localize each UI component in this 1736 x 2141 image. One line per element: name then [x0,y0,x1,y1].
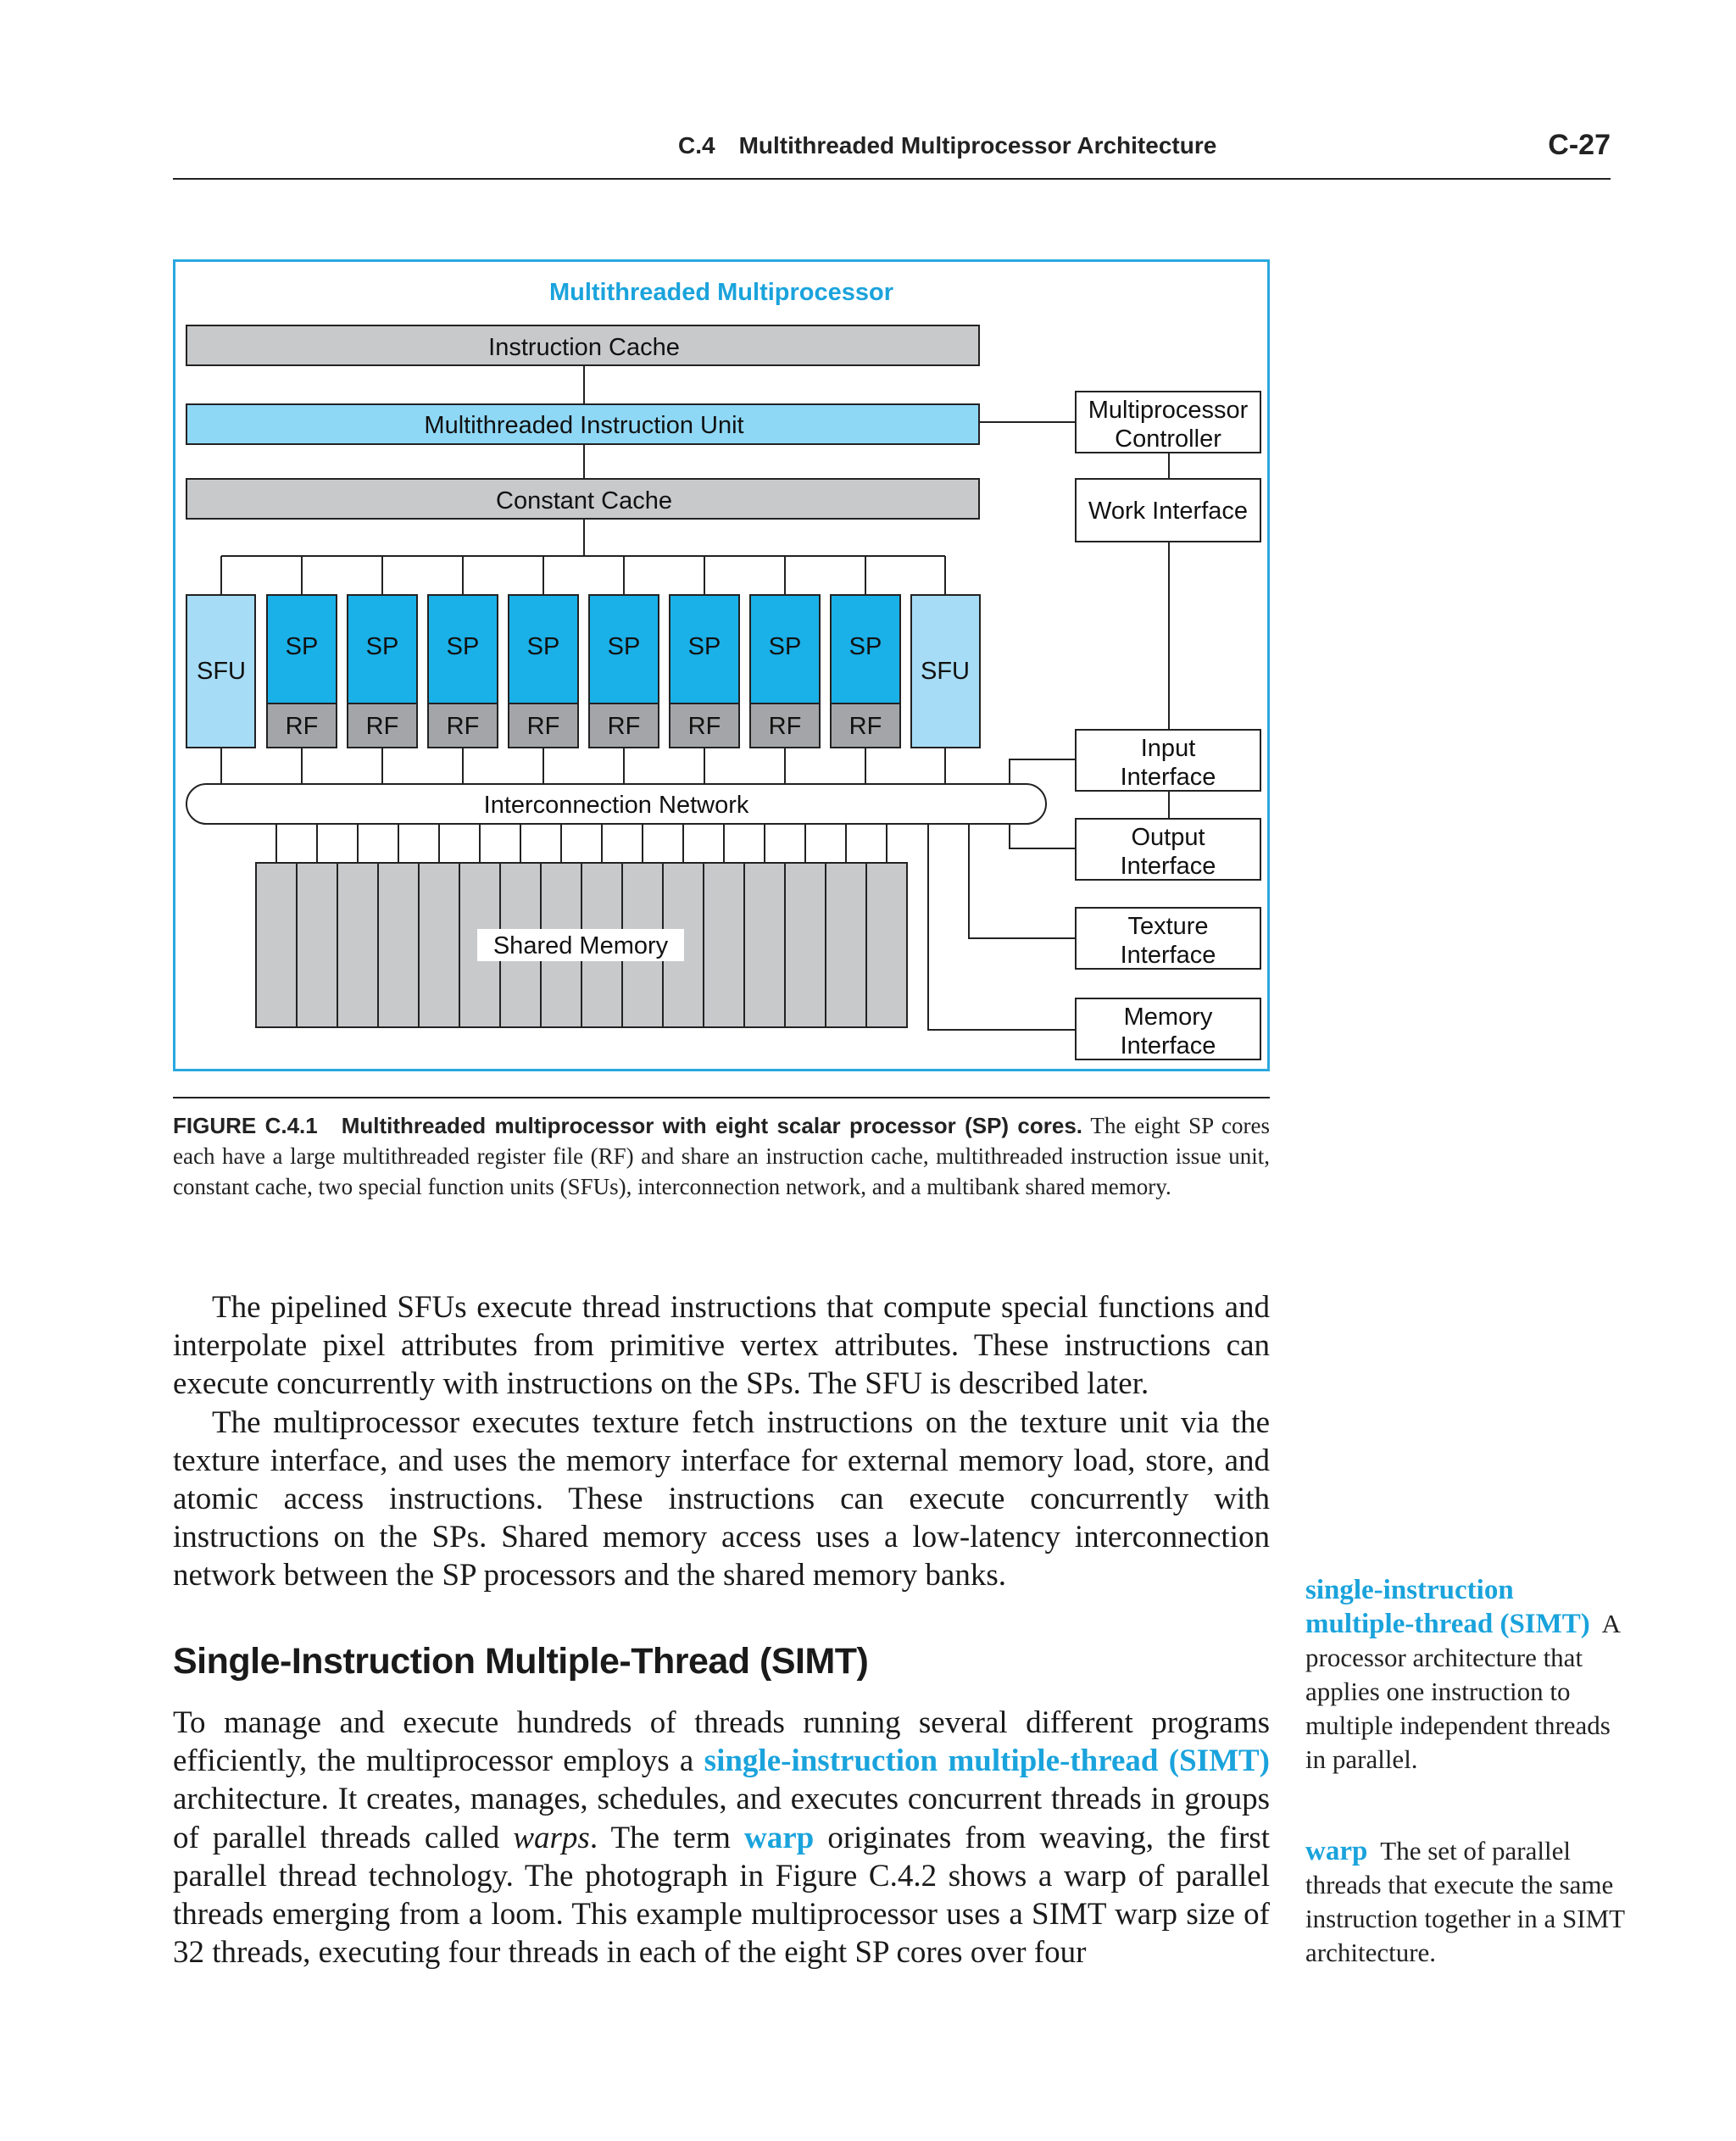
rf-label: RF [687,713,721,740]
caption-text: The eight SP cores each have a large multithreaded register file (RF) and share an instruction cache, multithreaded instruction issue unit, constant cache, two special function units (SFUs), interconnection network, and a multibank shared memory. [173,1113,1270,1199]
glossary-term: single-instruction multiple-thread (SIMT) [1305,1575,1590,1639]
sp-core-3 [428,595,498,748]
sp-core-6 [670,595,739,748]
mp-controller-line2: Controller [1115,425,1221,453]
input-interface [1076,730,1260,791]
interconnect-label: Interconnection Network [483,792,749,819]
section-title: Multithreaded Multiprocessor Architecture [738,132,1217,158]
output-interface-line1: Output [1131,824,1205,851]
sp-label: SP [285,633,319,660]
body-text-bottom [173,1704,1270,1971]
sp-label: SP [446,633,480,660]
sfu-right [911,595,980,748]
sp-label: SP [526,633,560,660]
rf-label: RF [526,713,560,740]
rf-label: RF [607,713,641,740]
rf-label: RF [849,713,882,740]
sfu-left [186,595,255,748]
memory-interface-line1: Memory [1123,1004,1213,1031]
instruction-cache-label: Instruction Cache [488,334,680,361]
sp-core-4 [509,595,578,748]
memory-interface-line2: Interface [1120,1032,1216,1059]
interconnection-network [186,784,1046,824]
multiprocessor-controller [1076,392,1260,453]
sp-label: SP [607,633,641,660]
instruction-cache-block [186,325,979,365]
diagram-title: Multithreaded Multiprocessor [548,279,894,306]
caption-title: Multithreaded multiprocessor with eight scalar processor (SP) cores. [341,1113,1083,1138]
output-interface [1076,819,1260,880]
glossary-definition: A processor architecture that applies one instruction to multiple independent threads in parallel. [1305,1609,1620,1774]
section-header [678,132,1216,159]
warps-emphasis: warps [513,1820,590,1855]
rf-label: RF [446,713,480,740]
shared-memory-label: Shared Memory [492,932,669,959]
body-text-top [173,1288,1270,1595]
constant-cache-label: Constant Cache [496,487,672,514]
section-heading: Single-Instruction Multiple-Thread (SIMT) [173,1641,869,1682]
sp-core-5 [589,595,659,748]
texture-interface-line2: Interface [1120,942,1216,969]
rf-label: RF [285,713,319,740]
simt-text-a: To manage and execute hundreds of threads running several different programs efficiently, the multiprocessor employs a [173,1705,1270,1779]
glossary-term: warp [1305,1836,1368,1866]
sp-label: SP [768,633,802,660]
multiprocessor-diagram-svg [175,262,1267,1069]
texture-interface-line1: Texture [1127,913,1209,940]
simt-text-c: . The term [589,1820,745,1855]
shared-memory [256,863,907,1027]
paragraph-simt [173,1704,1270,1971]
section-number: C.4 [678,132,715,158]
page-number: C-27 [1548,129,1611,161]
glossary-definition: The set of parallel threads that execute the same instruction together in a SIMT architecture. [1305,1836,1625,1967]
input-interface-line2: Interface [1120,764,1216,791]
sfu-right-label: SFU [921,658,970,685]
sp-label: SP [365,633,399,660]
simt-text-d: originates from weaving, the first parallel thread technology. The photograph in Figure C.4.2 shows a warp of parallel threads emerging from a loom. This example multiprocessor uses a SIMT warp size of 32 threads, executing four threads in each of the eight SP cores over four [173,1820,1270,1971]
sp-core-7 [750,595,820,748]
glossary-warp [1305,1834,1628,1970]
glossary-simt [1305,1573,1628,1777]
instruction-unit-label: Multithreaded Instruction Unit [424,412,744,439]
keyword-simt: single-instruction multiple-thread (SIMT) [704,1743,1271,1779]
sp-core-8 [831,595,900,748]
rf-label: RF [768,713,802,740]
sp-core-1 [267,595,337,748]
sp-label: SP [687,633,721,660]
rf-label: RF [365,713,399,740]
texture-interface [1076,908,1260,969]
paragraph-sfu: The pipelined SFUs execute thread instructions that compute special functions and interpolate pixel attributes from primitive vertex attributes. These instructions can execute concurrently with instructions on the SPs. The SFU is described later. [173,1290,1270,1402]
sfu-left-label: SFU [197,658,246,685]
constant-cache-block [186,479,979,519]
figure-caption [173,1097,1270,1202]
caption-label: FIGURE C.4.1 [173,1113,318,1138]
output-interface-line2: Interface [1120,853,1216,880]
instruction-unit-block [186,404,979,444]
memory-interface [1076,998,1260,1059]
input-interface-line1: Input [1140,735,1196,762]
sp-core-2 [348,595,417,748]
paragraph-texture: The multiprocessor executes texture fetch instructions on the texture unit via the texture interface, and uses the memory interface for external memory load, store, and atomic access instructions. These instructions can execute concurrently with instructions on the SPs. Shared memory access uses a low-latency interconnection network between the SP processors and the shared memory banks. [173,1404,1270,1593]
sp-label: SP [849,633,882,660]
keyword-warp: warp [744,1820,815,1855]
mp-controller-line1: Multiprocessor [1088,397,1249,424]
figure-diagram [173,259,1270,1071]
work-interface-label: Work Interface [1088,498,1249,525]
running-header [173,127,1611,180]
simt-text-b: architecture. It creates, manages, schedules, and executes concurrent threads in groups of parallel threads called [173,1782,1270,1855]
work-interface [1076,479,1260,542]
